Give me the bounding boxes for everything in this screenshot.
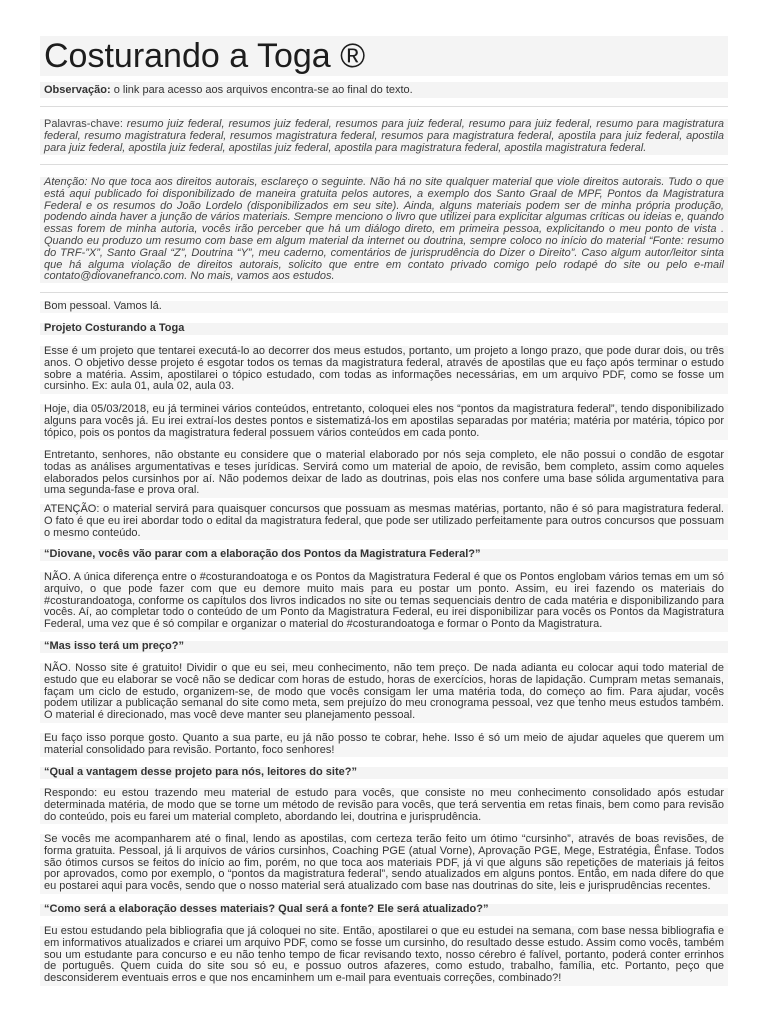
body-paragraph: Entretanto, senhores, não obstante eu considere que o material elaborado por nós seja completo, ele não possui o condão de esgotar todas as análises argumentativas e teses jurídicas. Servirá como um material de apoio, de revisão, bem completo, assim como aqueles elaborados pelos cursinhos por aí. Não podemos deixar de lado as doutrinas, pois elas nos confere uma base sólida argumentativa para uma segunda-fase e prova oral. <box>40 450 728 498</box>
section-heading: “Como será a elaboração desses materiais? Qual será a fonte? Ele será atualizado?” <box>40 904 728 916</box>
body-paragraph: Esse é um projeto que tentarei executá-lo ao decorrer dos meus estudos, portanto, um projeto a longo prazo, que pode durar dois, ou três anos. O objetivo desse projeto é esgotar todos os temas da magistratura federal, através de apostilas que eu faço após terminar o estudo sobre a matéria. Assim, apostilarei o tópico estudado, com todas as informações necessárias, em um arquivo PDF, como se fosse um cursinho. Ex: aula 01, aula 02, aula 03. <box>40 346 728 394</box>
copyright-notice: Atenção: No que toca aos direitos autorais, esclareço o seguinte. Não há no site qualquer material que viole direitos autorais. Tudo o que está aqui publicado foi disponibilizado de maneira gratuita pelos autores, a exemplo dos Santo Graal de MPF, Pontos da Magistratura Federal e os resumos do João Lordelo (disponibilizados em seu site). Ainda, alguns materiais podem ser de minha própria produção, podendo ainda haver a junção de vários materiais. Sempre menciono o livro que utilizei para explicitar algumas críticas ou ideias e, quando essas forem de minha autoria, vocês irão perceber que há um diálogo direto, em primeira pessoa, explicitando o meu ponto de vista . Quando eu produzo um resumo com base em algum material da internet ou doutrina, sempre coloco no início do material “Fonte: resumo do TRF-”X”, Santo Graal “Z”, Doutrina “Y”, meu caderno, comentários de jurisprudência do Dizer o Direito”. Caso algum autor/leitor sinta que há alguma violação de direitos autorais, solicito que entre em contato privado comigo pelo rodapé do site ou pelo e-mail contato@diovanefranco.com. No mais, vamos aos estudos. <box>40 177 728 283</box>
divider <box>40 106 728 107</box>
divider <box>40 292 728 293</box>
keywords-label: Palavras-chave: <box>44 118 127 130</box>
body-paragraph: ATENÇÃO: o material servirá para quaisquer concursos que possuam as mesmas matérias, portanto, não é só para magistratura federal. O fato é que eu irei abordar todo o edital da magistratura federal, que pode ser utilizado perfeitamente para outros concursos que possuam o mesmo conteúdo. <box>40 504 728 540</box>
body-paragraph: Respondo: eu estou trazendo meu material de estudo para vocês, que consiste no meu conhecimento consolidado após estudar determinada matéria, de modo que se torne um método de revisão para vocês, que terá serventia em retas finais, bem como para revisão do conteúdo, pois eu farei um material completo, abordando lei, doutrina e jurisprudência. <box>40 788 728 824</box>
body-paragraph: Se vocês me acompanharem até o final, lendo as apostilas, com certeza terão feito um ótimo “cursinho”, através de boas revisões, de forma gratuita. Pessoal, já li arquivos de vários cursinhos, Coaching PGE (atual Vorne), Aprovação PGE, Mege, Estratégia, Ênfase. Todos são ótimos cursos se feitos do início ao fim, porém, no que toca aos materiais PDF, já vi que alguns são repetições de materiais já feitos por aprovados, como por exemplo, o “pontos da magistratura federal”, sendo atualizados em alguns pontos. Então, em nada difere do que eu postarei aqui para vocês, sendo que o nosso material será atualizado com base nas doutrinas do site, leis e jurisprudências recentes. <box>40 834 728 894</box>
section-heading: Projeto Costurando a Toga <box>40 323 728 335</box>
body-paragraph: NÃO. Nosso site é gratuito! Dividir o que eu sei, meu conhecimento, não tem preço. De nada adianta eu colocar aqui todo material de estudo que eu elaborar se você não se dedicar com horas de estudo, horas de exercícios, horas de lapidação. Cumpram metas semanais, façam um ciclo de estudo, organizem-se, de modo que vocês consigam ler uma matéria toda, do começo ao fim. Para ajudar, vocês podem utilizar a publicação semanal do site como meta, sem prejuízo do meu cronograma pessoal, vez que tenho meus estudos também. O material é direcionado, mas você deve manter seu planejamento pessoal. <box>40 663 728 723</box>
body-paragraph: NÃO. A única diferença entre o #costurandoatoga e os Pontos da Magistratura Federal é que os Pontos englobam vários temas em um só arquivo, o que pode fazer com que eu demore muito mais para eu postar um ponto. Assim, eu irei fazendo os materiais do #costurandoatoga, conforme os capítulos dos livros indicados no site ou temas sequenciais dentro de cada matéria e disponibilizando para vocês. Aí, ao completar todo o conteúdo de um Ponto da Magistratura Federal, eu irei disponibilizar para vocês os Pontos da Magistratura Federal, uma vez que é só compilar e organizar o material do #costurandoatoga e formar o Ponto da Magistratura. <box>40 572 728 632</box>
divider <box>40 164 728 165</box>
observation-text: o link para acesso aos arquivos encontra-se ao final do texto. <box>110 84 413 96</box>
section-heading: “Mas isso terá um preço?” <box>40 641 728 653</box>
body-paragraph: Bom pessoal. Vamos lá. <box>40 301 728 313</box>
body-paragraph: Eu estou estudando pela bibliografia que já coloquei no site. Então, apostilarei o que eu estudei na semana, com base nessa bibliografia e em informativos atualizados e criarei um arquivo PDF, como se fosse um cursinho, do resultado desse estudo. Assim como vocês, também sou um estudante para concurso e eu não tenho tempo de ficar revisando texto, nosso cérebro é falível, portanto, poderá conter errinhos de português. Quem cuida do site sou só eu, e possuo outros afazeres, como estudo, trabalho, família, etc. Portanto, peço que desconsiderem eventuais erros e que nos encaminhem um e-mail para eventuais correções, combinado?! <box>40 926 728 986</box>
keywords-text: resumo juiz federal, resumos juiz federal, resumos para juiz federal, resumo para juiz federal, resumo para magistratura federal, resumo magistratura federal, resumos magistratura federal, resumos para magistratura federal, apostila para juiz federal, apostila para juiz federal, apostila juiz federal, apostilas juiz federal, apostila para magistratura federal, apostila magistratura federal. <box>44 118 724 154</box>
page-title: Costurando a Toga ® <box>40 36 728 76</box>
body-paragraph: Hoje, dia 05/03/2018, eu já terminei vários conteúdos, entretanto, coloquei eles nos “pontos da magistratura federal”, tendo disponibilizado alguns para vocês já. Eu irei extraí-los destes pontos e sistematizá-los em apostilas separadas por matéria; matéria por matéria, tópico por tópico, pois os pontos da magistratura federal possuem vários conteúdos em cada ponto. <box>40 404 728 440</box>
observation-label: Observação: <box>44 84 111 96</box>
keywords-block <box>40 119 728 155</box>
section-heading: “Diovane, vocês vão parar com a elaboração dos Pontos da Magistratura Federal?” <box>40 549 728 561</box>
section-heading: “Qual a vantagem desse projeto para nós, leitores do site?” <box>40 767 728 779</box>
body-paragraph: Eu faço isso porque gosto. Quanto a sua parte, eu já não posso te cobrar, hehe. Isso é só um meio de ajudar aqueles que querem um material consolidado para revisão. Portanto, foco senhores! <box>40 733 728 757</box>
observation-note <box>40 82 728 98</box>
